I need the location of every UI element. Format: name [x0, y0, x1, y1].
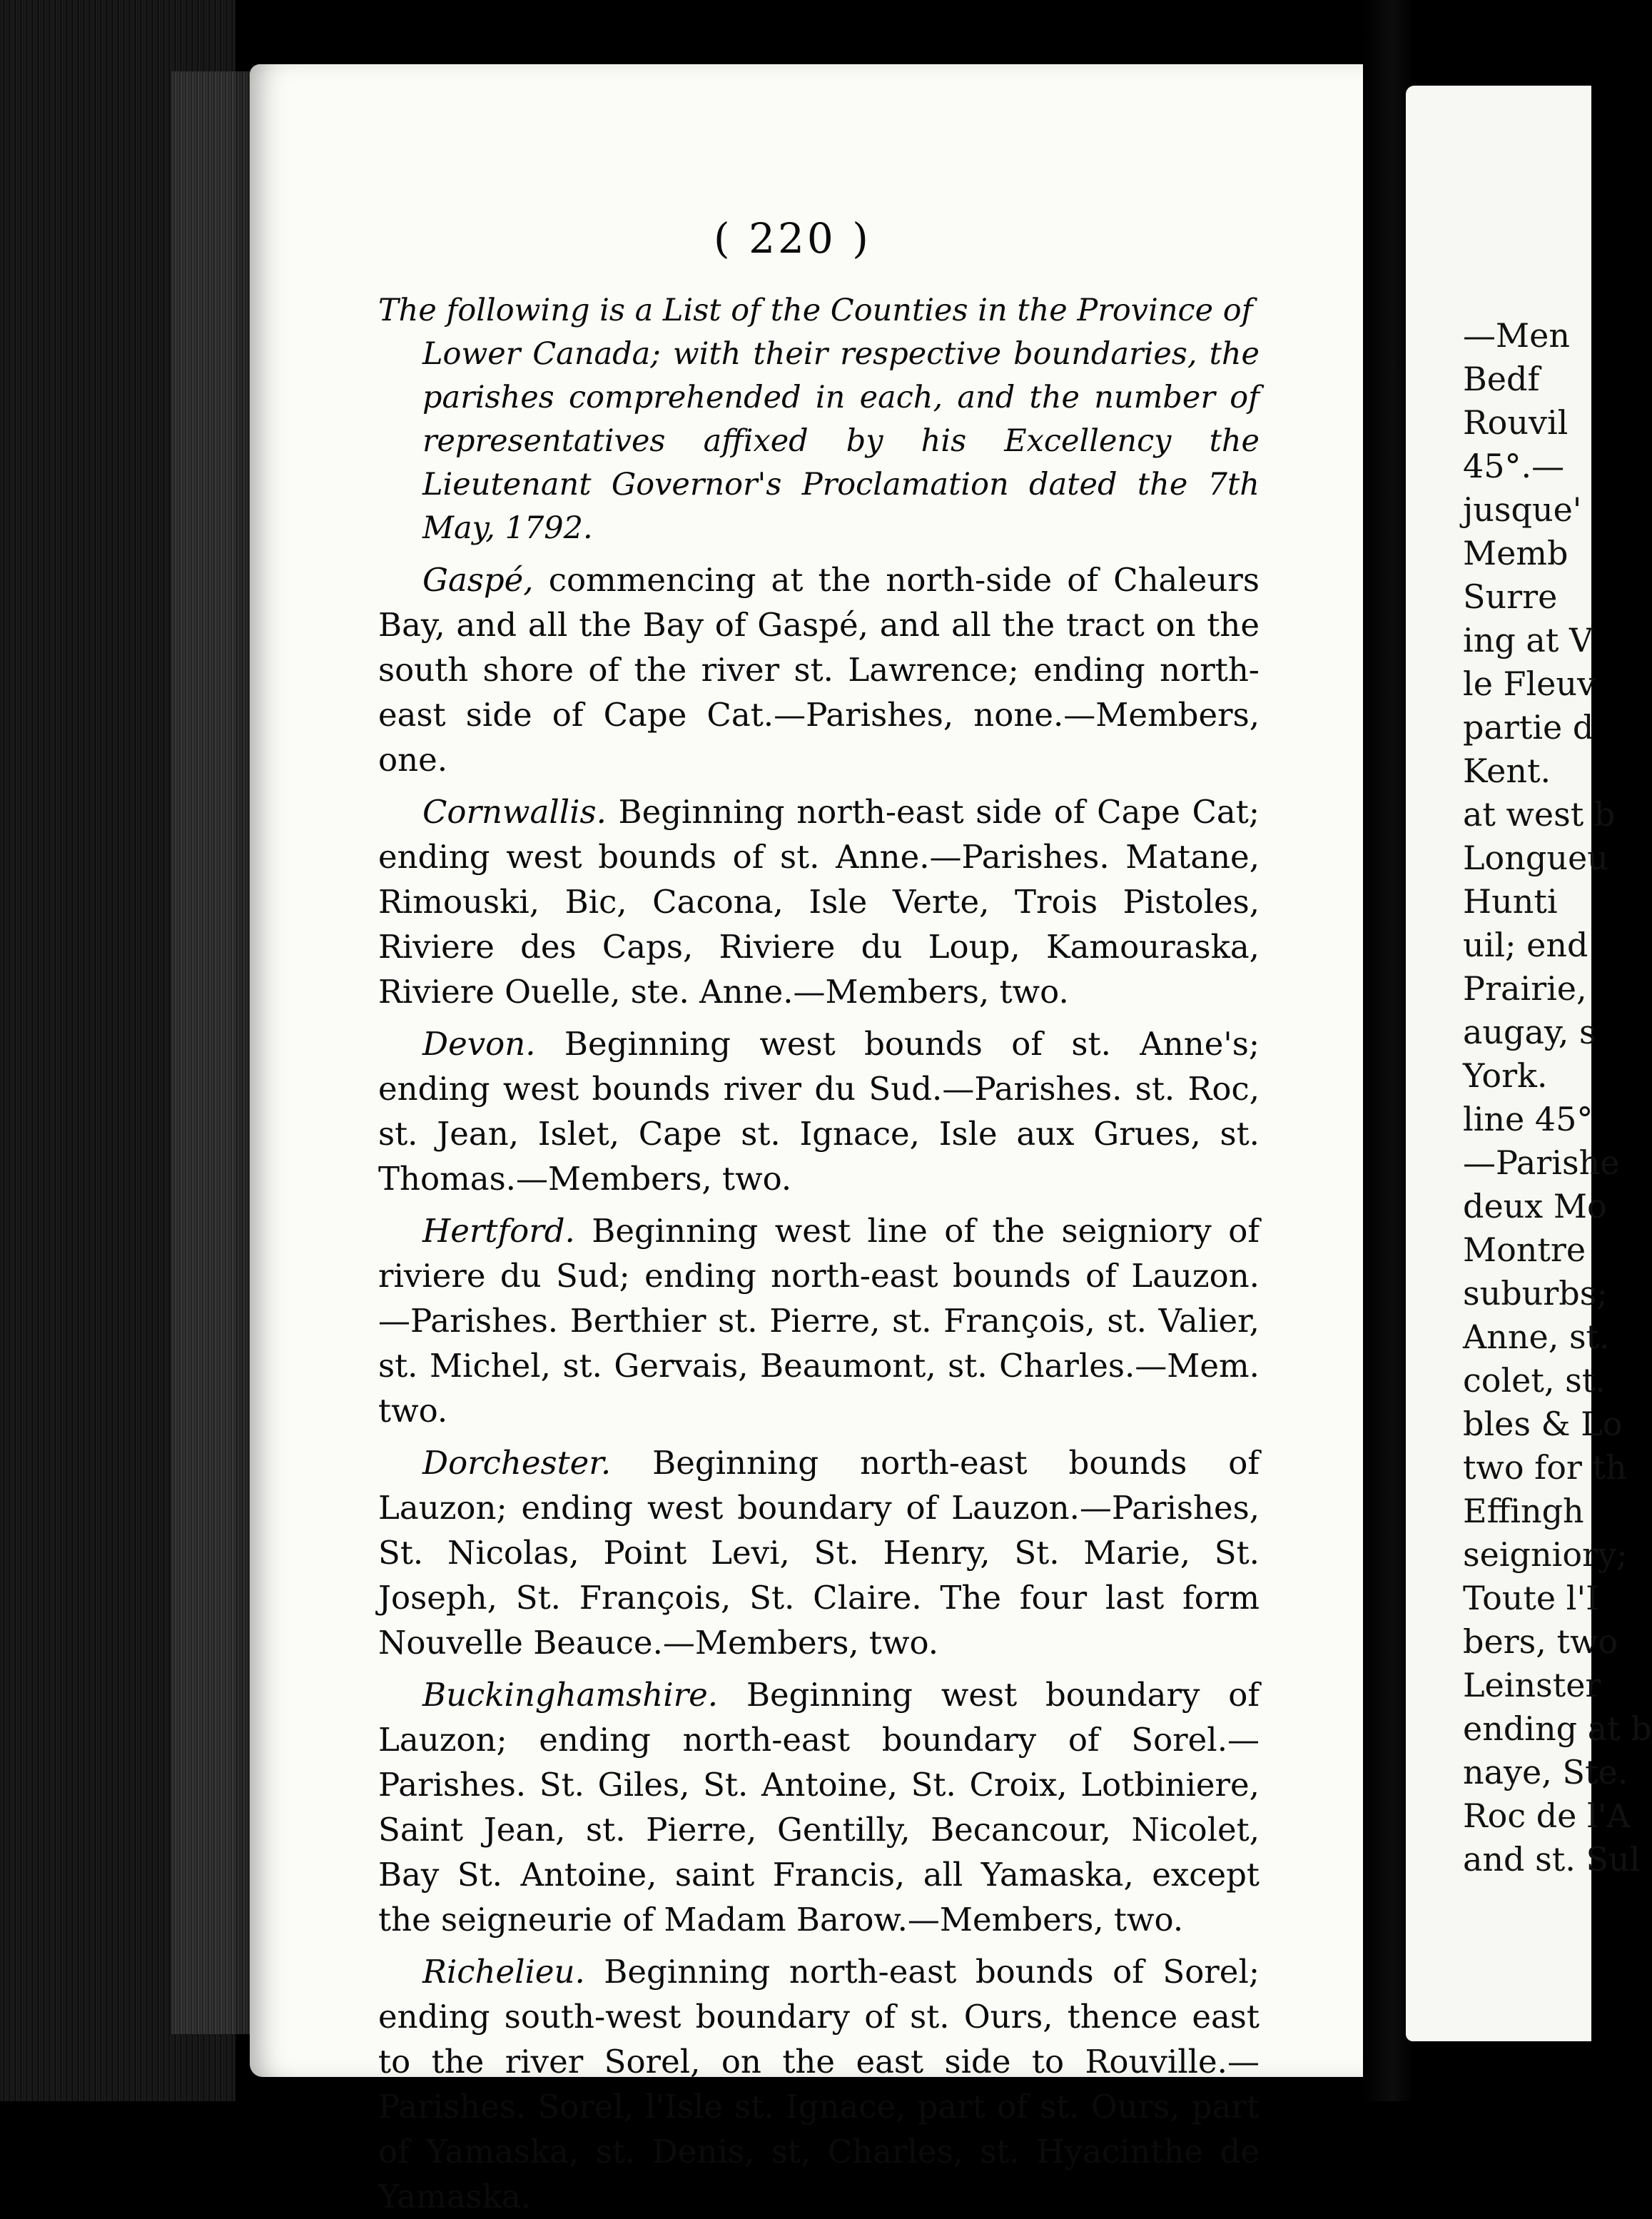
next-page-line: Prairie,	[1463, 969, 1587, 1008]
county-name: Gaspé,	[422, 561, 534, 599]
page-number: ( 220 )	[714, 214, 871, 263]
next-page-line: Surre	[1463, 577, 1558, 616]
next-page-line: bers, two	[1463, 1622, 1618, 1661]
next-page-line: uil; end	[1463, 926, 1588, 964]
county-name: Hertford.	[422, 1212, 575, 1250]
page-content	[378, 289, 1260, 2219]
next-page-line: Kent.	[1463, 752, 1551, 790]
county-description: Beginning north-east bounds of Lauzon; ending west boundary of Lauzon.—Parishes, St. Nicolas, Point Levi, St. Henry, St. Marie, St. Joseph, St. François, St. Claire. The four last form Nouvelle Beauce.—Members, two.	[378, 1444, 1260, 1662]
next-page-line: at west b	[1463, 795, 1616, 834]
next-page-line: ending at b	[1463, 1709, 1652, 1748]
county-description: commencing at the north-side of Chaleurs Bay, and all the Bay of Gaspé, and all the tract on the south shore of the river st. Lawrence; ending north-east side of Cape Cat.—Parishes, none.—Members, one.	[378, 561, 1260, 779]
county-description: Beginning north-east bounds of Sorel; ending south-west boundary of st. Ours, thence east to the river Sorel, on the east side to Rouville.—Parishes. Sorel, l'Isle st. Ignace, part of st. Ours, part of Yamaska, st. Denis, st, Charles, st. Hyacinthe de Yamaska.	[378, 1953, 1260, 2215]
next-page-line: Roc de l'A	[1463, 1796, 1631, 1835]
next-page-line: colet, st.	[1463, 1361, 1606, 1400]
next-page-line: ing at V	[1463, 621, 1593, 659]
county-description: Beginning west line of the seigniory of riviere du Sud; ending north-east bounds of Lauzon.—Parishes. Berthier st. Pierre, st. François, st. Valier, st. Michel, st. Gervais, Beaumont, st. Charles.—Mem. two.	[378, 1212, 1260, 1430]
county-name: Cornwallis.	[422, 793, 607, 831]
county-entry	[378, 1208, 1260, 1433]
county-list	[378, 557, 1260, 2219]
county-name: Devon.	[422, 1025, 536, 1063]
next-page-line: le Fleuv	[1463, 664, 1596, 703]
county-description: Beginning west bounds of st. Anne's; ending west bounds river du Sud.—Parishes. st. Roc, st. Jean, Islet, Cape st. Ignace, Isle aux Grues, st. Thomas.—Members, two.	[378, 1025, 1260, 1198]
next-page-line: partie d	[1463, 708, 1594, 747]
next-page-line: augay, s	[1463, 1013, 1596, 1051]
next-page-line: Hunti	[1463, 882, 1558, 921]
county-entry	[378, 1672, 1260, 1942]
next-page-line: Effingh	[1463, 1492, 1584, 1530]
next-page-line: —Men	[1463, 316, 1570, 355]
next-page-line: 45°.—	[1463, 447, 1565, 485]
book-page-edges-texture	[171, 71, 250, 2034]
next-page-line: bles & Lo	[1463, 1405, 1623, 1443]
county-entry	[378, 1949, 1260, 2219]
intro-first-line: The following is a List of the Counties in the Province of	[378, 293, 1253, 328]
county-name: Buckinghamshire.	[422, 1676, 719, 1714]
next-page-line: seigniory;	[1463, 1535, 1628, 1574]
intro-paragraph	[378, 289, 1260, 550]
county-name: Richelieu.	[422, 1953, 585, 1991]
county-description: Beginning north-east side of Cape Cat; ending west bounds of st. Anne.—Parishes. Matane, Rimouski, Bic, Cacona, Isle Verte, Trois Pistoles, Riviere des Caps, Riviere du Loup, Kamouraska, Riviere Ouelle, ste. Anne.—Members, two.	[378, 793, 1260, 1011]
next-page-line: Longueu	[1463, 839, 1608, 877]
next-page-line: two for th	[1463, 1448, 1627, 1487]
county-entry	[378, 1440, 1260, 1665]
intro-rest: Lower Canada; with their respective boundaries, the parishes comprehended in each, and the number of representatives affixed by his Excellency the Lieutenant Governor's Proclamation dated the 7th May, 1792.	[422, 336, 1260, 546]
next-page-line: suburbs;	[1463, 1274, 1608, 1313]
county-entry	[378, 1021, 1260, 1201]
next-page-text	[1463, 314, 1652, 1881]
next-page-line: deux Mo	[1463, 1187, 1607, 1225]
next-page-line: York.	[1463, 1056, 1548, 1095]
next-page-line: Bedf	[1463, 360, 1540, 398]
next-page-line: Anne, st.	[1463, 1318, 1610, 1356]
next-page-line: Toute l'I	[1463, 1579, 1599, 1617]
county-description: Beginning west boundary of Lauzon; ending north-east boundary of Sorel.—Parishes. St. Giles, St. Antoine, St. Croix, Lotbiniere, Saint Jean, st. Pierre, Gentilly, Becancour, Nicolet, Bay St. Antoine, saint Francis, all Yamaska, except the seigneurie of Madam Barow.—Members, two.	[378, 1676, 1260, 1939]
county-entry	[378, 557, 1260, 782]
next-page-line: and st. Sul	[1463, 1840, 1641, 1879]
next-page-line: line 45°	[1463, 1100, 1593, 1138]
next-page-line: Memb	[1463, 534, 1569, 572]
next-page-line: naye, Ste.	[1463, 1753, 1628, 1791]
next-page-line: Rouvil	[1463, 403, 1569, 442]
next-page-line: Montre	[1463, 1230, 1586, 1269]
next-page-line: jusque'	[1463, 490, 1582, 529]
county-name: Dorchester.	[422, 1444, 612, 1482]
county-entry	[378, 789, 1260, 1014]
next-page-line: —Parishe	[1463, 1143, 1620, 1182]
next-page-line: Leinster	[1463, 1666, 1601, 1704]
